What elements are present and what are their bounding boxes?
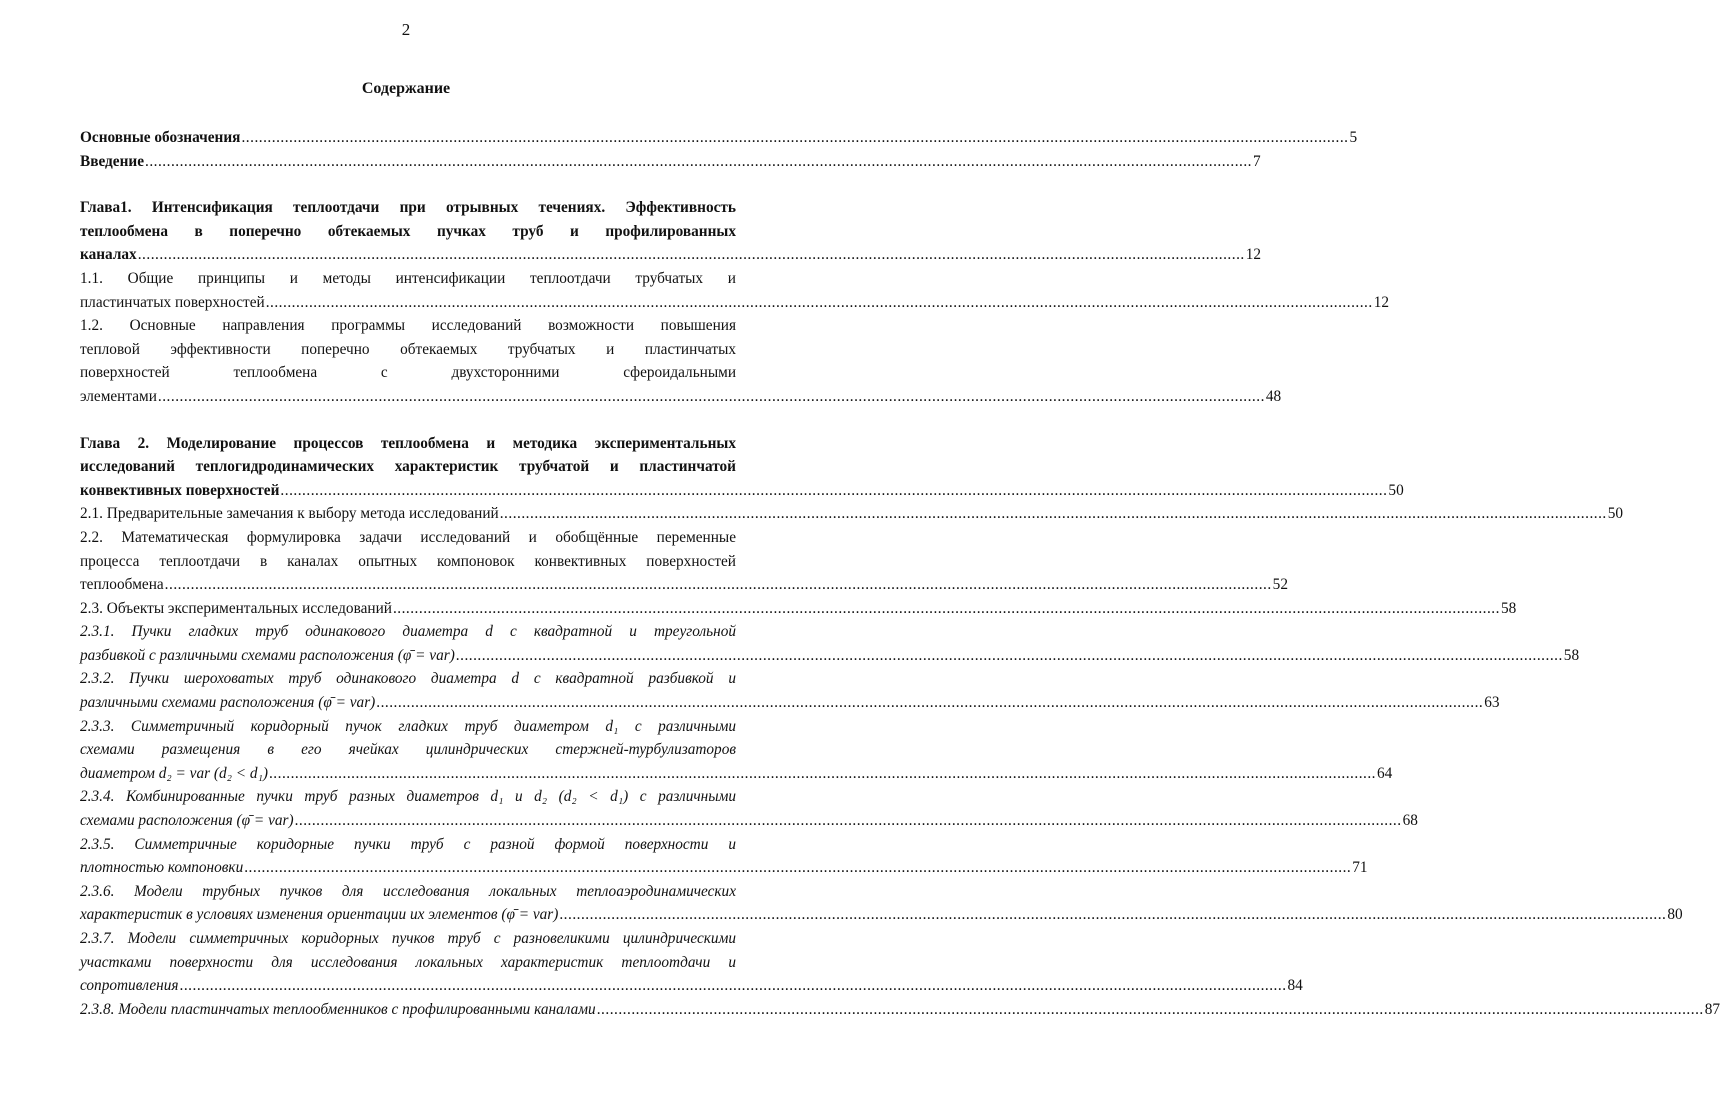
toc-entry-text: разбивкой с различными схемами расположения (φ̄ = var): [80, 646, 455, 664]
toc-title: Содержание: [361, 80, 451, 97]
dot-leader: [138, 243, 1245, 267]
toc-entry-line: тепловой эффективности поперечно обтекаемых трубчатых и пластинчатых: [80, 340, 736, 358]
dot-leader: [145, 150, 1252, 174]
dot-leader: [597, 998, 1704, 1022]
dot-leader: [559, 903, 1666, 927]
toc-entry[interactable]: [80, 715, 1393, 786]
toc-page-number: 58: [1500, 599, 1517, 617]
toc-entry-line: теплообмена в поперечно обтекаемых пучках труб и профилированных: [80, 222, 736, 240]
dot-leader: [376, 691, 1483, 715]
toc-entry-line: участками поверхности для исследования локальных характеристик теплоотдачи и: [80, 953, 736, 971]
toc-page-number: 64: [1376, 764, 1393, 782]
dot-leader: [393, 597, 1500, 621]
toc-entry-line: процесса теплоотдачи в каналах опытных компоновок конвективных поверхностей: [80, 552, 736, 570]
toc-entry-text: 2.3.8. Модели пластинчатых теплообменников с профилированными каналами: [80, 1000, 596, 1018]
toc-entry[interactable]: [80, 196, 1262, 267]
toc-entry[interactable]: [80, 314, 1282, 408]
toc-entry[interactable]: [80, 150, 1261, 174]
toc-entry-line: 2.3.7. Модели симметричных коридорных пучков труб с разновеликими цилиндрическими: [80, 930, 736, 947]
table-of-contents: [80, 126, 1720, 1021]
toc-page-number: 12: [1245, 246, 1262, 264]
toc-page-number: 68: [1402, 812, 1418, 830]
toc-entry-text: диаметром d₂ = var (d₂ < d₁): [80, 764, 268, 782]
toc-page-number: 80: [1667, 906, 1683, 924]
toc-entry[interactable]: [80, 597, 1517, 621]
toc-page-number: 5: [1349, 129, 1358, 146]
toc-entry[interactable]: [80, 880, 1683, 927]
toc-page-number: 50: [1388, 481, 1404, 499]
toc-page-number: 50: [1607, 505, 1624, 523]
toc-entry[interactable]: [80, 526, 1288, 597]
toc-entry-text: конвективных поверхностей: [80, 481, 280, 499]
toc-page-number: 7: [1253, 152, 1261, 170]
toc-entry-line: 2.3.6. Модели трубных пучков для исследования локальных теплоаэродинамических: [80, 882, 736, 900]
toc-entry-line: 2.3.5. Симметричные коридорные пучки труб с разной формой поверхности и: [80, 835, 736, 853]
dot-leader: [269, 762, 1376, 786]
toc-entry-text: Введение: [80, 152, 144, 170]
toc-page-number: 87: [1704, 1000, 1720, 1018]
toc-entry[interactable]: [80, 833, 1368, 880]
dot-leader: [295, 809, 1402, 833]
toc-entry-line: 1.1. Общие принципы и методы интенсификации теплоотдачи трубчатых и: [80, 269, 736, 287]
toc-entry-line: 2.2. Математическая формулировка задачи исследований и обобщённые переменные: [80, 528, 736, 546]
toc-entry[interactable]: [80, 432, 1404, 503]
toc-entry-text: 2.1. Предварительные замечания к выбору метода исследований: [80, 505, 499, 523]
toc-entry-line: исследований теплогидродинамических характеристик трубчатой и пластинчатой: [80, 458, 736, 476]
toc-entry-text: пластинчатых поверхностей: [80, 293, 265, 311]
toc-entry-line: Глава1. Интенсификация теплоотдачи при отрывных течениях. Эффективность: [80, 199, 736, 217]
dot-leader: [280, 479, 1387, 503]
dot-leader: [241, 126, 1348, 150]
toc-entry-line: 2.3.4. Комбинированные пучки труб разных диаметров d₁ и d₂ (d₂ < d₁) с различными: [80, 788, 736, 806]
toc-entry-text: характеристик в условиях изменения ориентации их элементов (φ̄ = var): [80, 906, 559, 924]
toc-entry-text: каналах: [80, 246, 137, 264]
toc-entry-text: схемами расположения (φ̄ = var): [80, 812, 294, 830]
dot-leader: [180, 974, 1287, 998]
toc-entry-text: плотностью компоновки: [80, 859, 244, 877]
toc-page-number: 63: [1484, 694, 1500, 712]
toc-entry-line: схемами размещения в его ячейках цилиндрических стержней-турбулизаторов: [80, 741, 736, 759]
dot-leader: [244, 856, 1351, 880]
toc-page-number: 58: [1563, 646, 1580, 664]
toc-entry-line: 2.3.1. Пучки гладких труб одинакового диаметра d с квадратной и треугольной: [80, 623, 736, 641]
toc-entry-line: 2.3.2. Пучки шероховатых труб одинакового диаметра d с квадратной разбивкой и: [80, 670, 736, 688]
toc-entry-line: 1.2. Основные направления программы исследований возможности повышения: [80, 317, 736, 335]
toc-entry[interactable]: [80, 126, 1358, 150]
toc-entry[interactable]: [80, 267, 1389, 314]
dot-leader: [500, 502, 1607, 526]
toc-entry[interactable]: [80, 927, 1303, 998]
dot-leader: [456, 644, 1563, 668]
toc-page-number: 12: [1373, 293, 1389, 311]
toc-entry-text: элементами: [80, 387, 157, 405]
dot-leader: [158, 385, 1265, 409]
toc-entry-line: Глава 2. Моделирование процессов теплообмена и методика экспериментальных: [80, 434, 736, 452]
toc-entry-text: различными схемами расположения (φ̄ = var): [80, 694, 376, 712]
toc-page-number: 71: [1352, 859, 1368, 877]
toc-page-number: 52: [1272, 576, 1288, 594]
page-number: 2: [401, 20, 411, 39]
toc-entry-text: 2.3. Объекты экспериментальных исследований: [80, 599, 392, 617]
toc-entry-text: Основные обозначения: [80, 129, 241, 146]
dot-leader: [165, 573, 1272, 597]
toc-entry[interactable]: [80, 785, 1418, 832]
toc-entry-line: поверхностей теплообмена с двухсторонними сфероидальными: [80, 364, 736, 382]
toc-entry-line: 2.3.3. Симметричный коридорный пучок гладких труб диаметром d₁ с различными: [80, 717, 736, 735]
toc-entry-text: сопротивления: [80, 977, 179, 995]
toc-page-number: 84: [1287, 977, 1303, 995]
toc-entry-text: теплообмена: [80, 576, 164, 594]
toc-entry[interactable]: [80, 620, 1580, 667]
toc-entry[interactable]: [80, 998, 1720, 1022]
toc-entry[interactable]: [80, 667, 1500, 714]
dot-leader: [266, 291, 1373, 315]
toc-entry[interactable]: [80, 502, 1624, 526]
toc-page-number: 48: [1265, 387, 1282, 405]
